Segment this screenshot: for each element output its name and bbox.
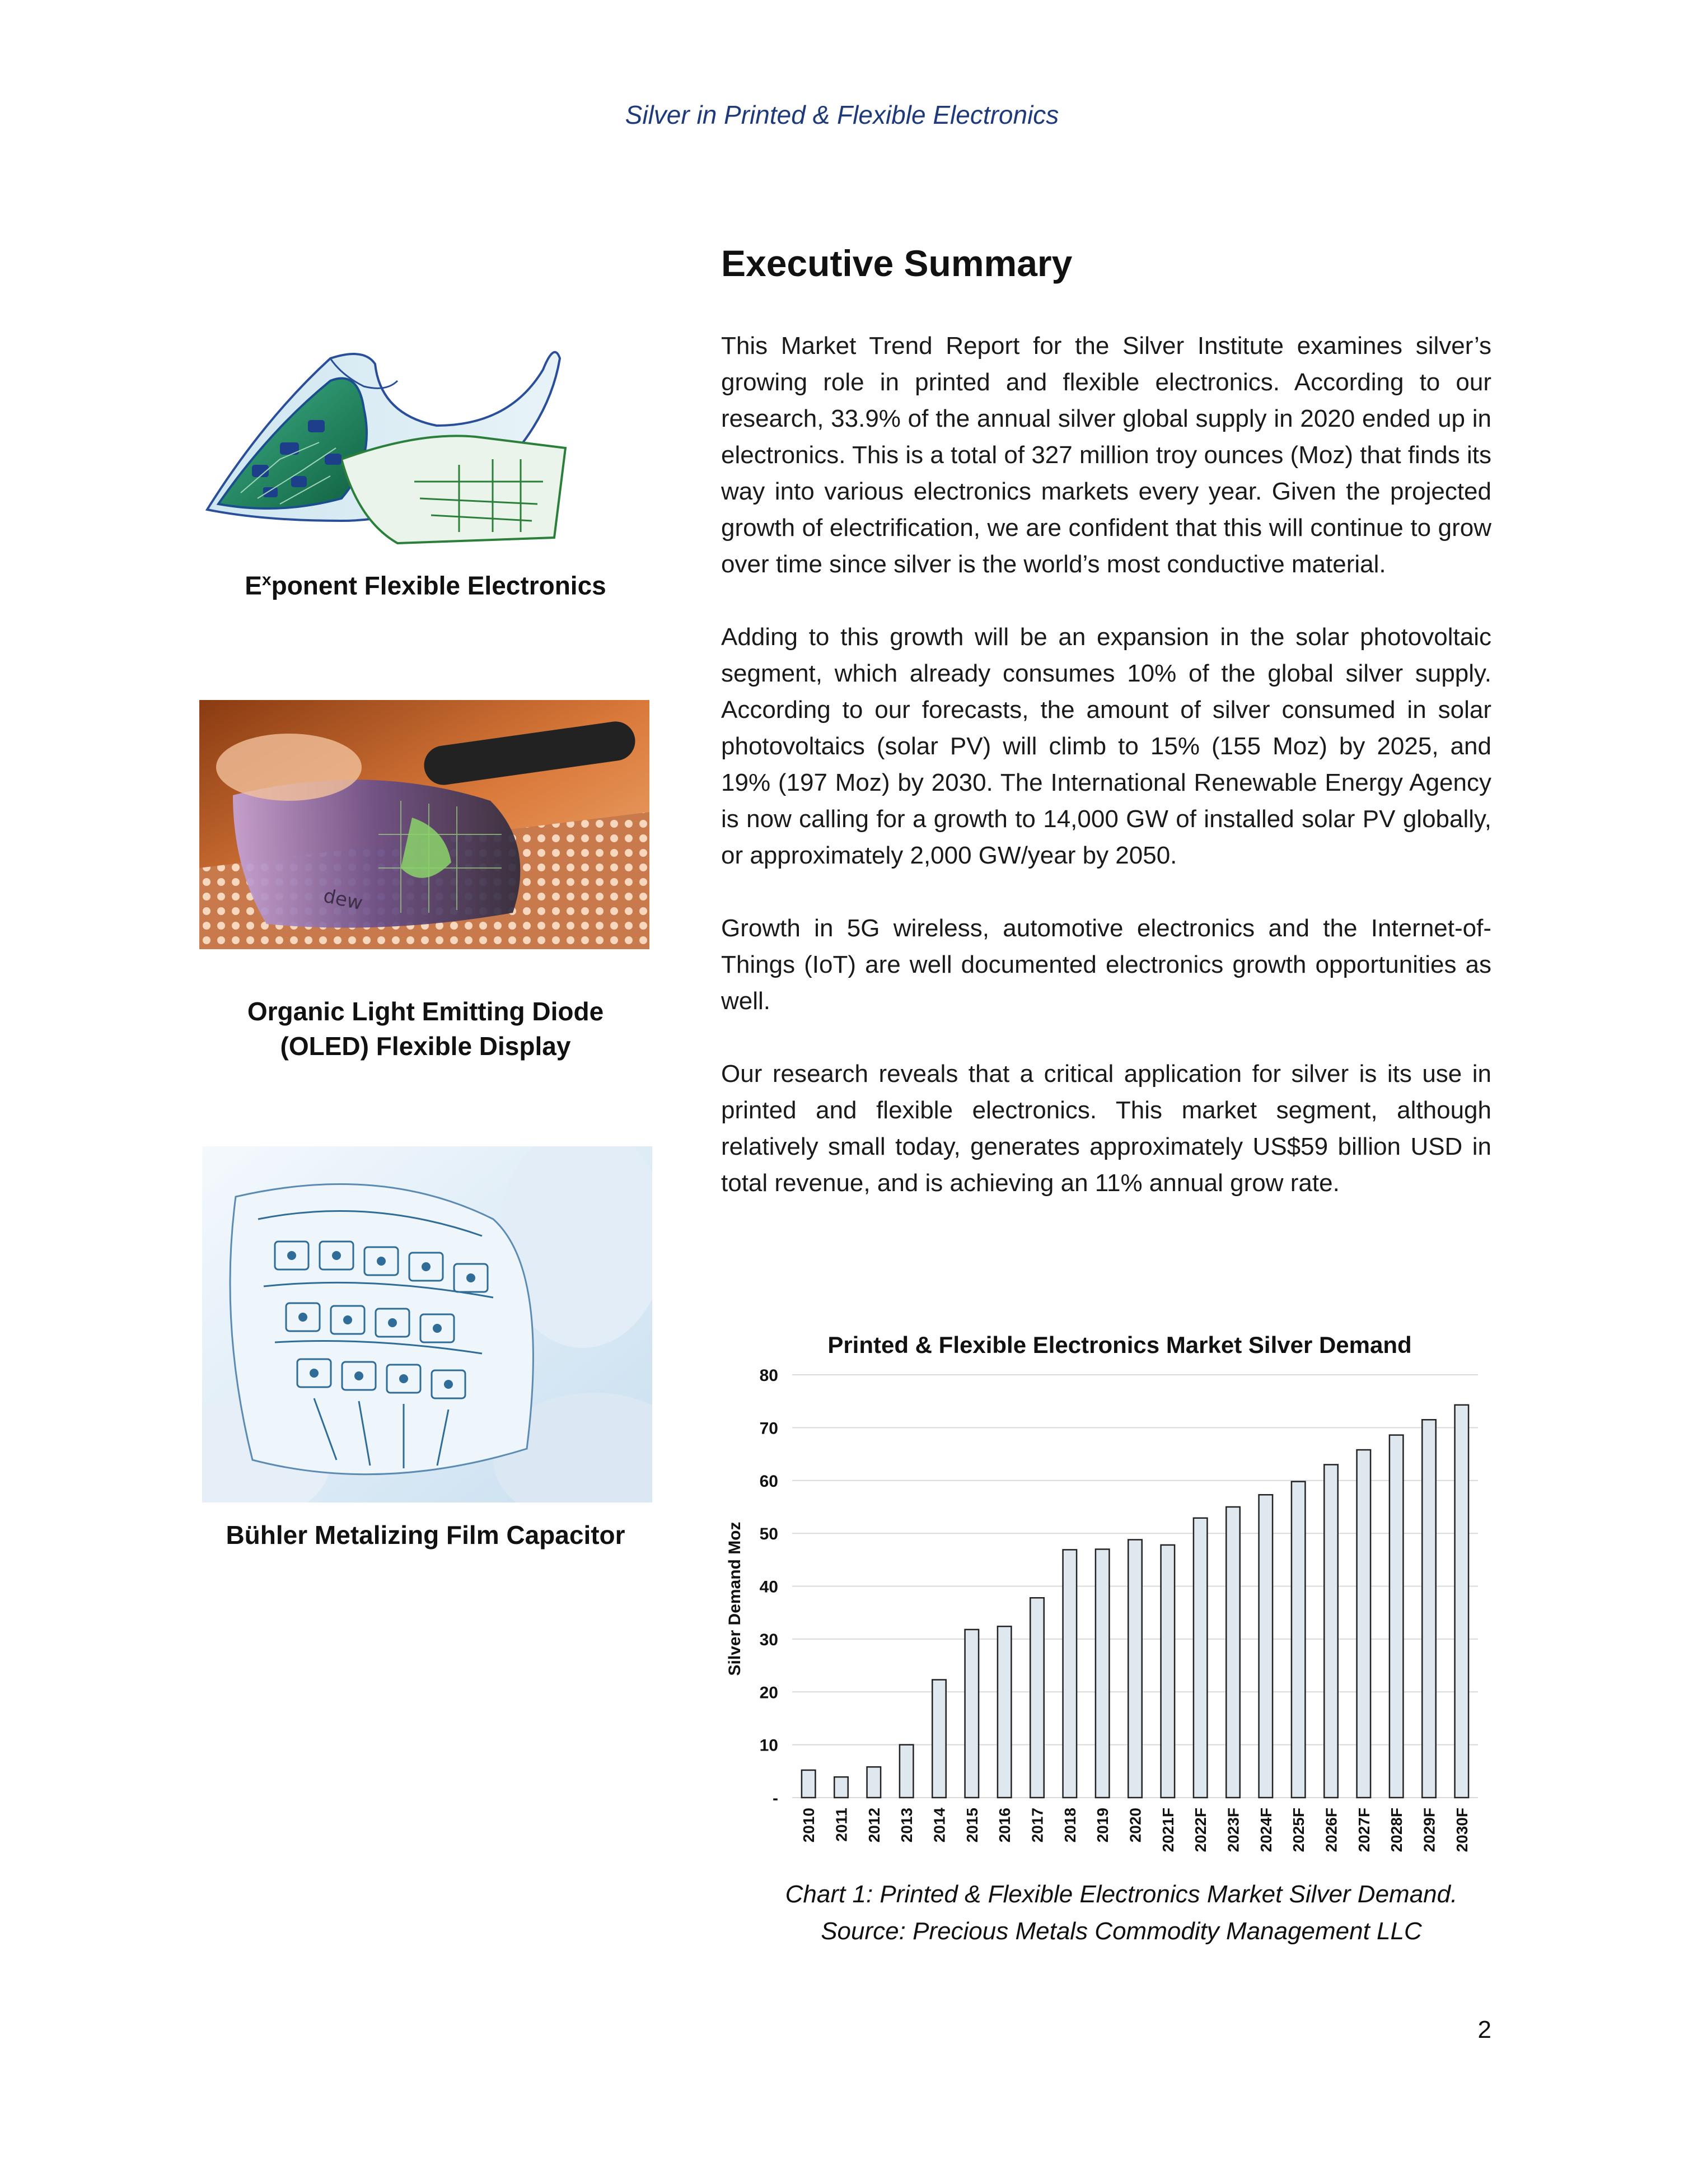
chart-bar-2027F xyxy=(1357,1450,1371,1798)
silver-demand-chart-svg xyxy=(717,1322,1500,1870)
chart-bar-2015 xyxy=(965,1630,979,1798)
chart-bar-2028F xyxy=(1390,1435,1404,1798)
caption-oled xyxy=(196,994,655,1063)
chart-x-tick-label: 2019 xyxy=(1094,1808,1112,1843)
page-number: 2 xyxy=(1477,2016,1491,2043)
caption-exponent-superscript: x xyxy=(261,571,272,589)
chart-x-tick-label: 2013 xyxy=(898,1808,916,1843)
chart-x-tick-label: 2021F xyxy=(1159,1808,1177,1852)
chart-bar-2016 xyxy=(998,1626,1012,1798)
chart-y-tick-label: 50 xyxy=(759,1525,778,1544)
chart-bar-2020 xyxy=(1128,1539,1142,1798)
chart-bar-2012 xyxy=(867,1767,881,1798)
running-header: Silver in Printed & Flexible Electronics xyxy=(625,100,1059,129)
chart-title: Printed & Flexible Electronics Market Silver Demand xyxy=(827,1332,1412,1358)
chart-x-tick-label: 2027F xyxy=(1355,1808,1373,1852)
chart-y-tick-label: 30 xyxy=(759,1630,778,1649)
oled-image-brand-text: dew xyxy=(321,884,365,915)
chart-x-tick-label: 2010 xyxy=(800,1808,818,1843)
chart-bar-2018 xyxy=(1063,1550,1077,1798)
chart-x-tick-label: 2016 xyxy=(996,1808,1014,1843)
chart-x-tick-label: 2028F xyxy=(1388,1808,1406,1852)
chart-y-axis-label: Silver Demand Moz xyxy=(726,1522,744,1676)
chart-bar-2017 xyxy=(1030,1598,1044,1798)
caption-exponent-main: ponent Flexible Electronics xyxy=(271,571,606,600)
chart-x-tick-label: 2018 xyxy=(1061,1808,1079,1843)
body-text xyxy=(721,328,1491,1238)
chart-bar-2026F xyxy=(1324,1464,1338,1798)
paragraph-solar: Adding to this growth will be an expansion in the solar photovoltaic segment, which already consumes 10% of the global silver supply. According to our forecasts, the amount of silver consumed in solar photovoltaics (solar PV) will climb to 15% (155 Moz) by 2025, and 19% (197 Moz) by 2030. The International Renewable Energy Agency is now calling for a growth to 14,000 GW of installed solar PV globally, or approximately 2,000 GW/year by 2050. xyxy=(721,623,1491,869)
chart-bar-2021F xyxy=(1161,1545,1175,1798)
chart-bar-2010 xyxy=(802,1770,816,1798)
chart-caption xyxy=(721,1876,1522,1950)
chart-bar-2013 xyxy=(900,1745,914,1798)
chart-bar-2019 xyxy=(1096,1549,1110,1798)
chart-x-tick-label: 2020 xyxy=(1126,1808,1144,1843)
chart-x-tick-label: 2026F xyxy=(1322,1808,1340,1852)
chart-y-tick-label: - xyxy=(773,1789,778,1808)
chart-x-tick-label: 2011 xyxy=(832,1808,850,1842)
chart-x-tick-label: 2014 xyxy=(930,1808,948,1843)
chart-bar-2029F xyxy=(1422,1420,1436,1798)
chart-x-tick-label: 2024F xyxy=(1257,1808,1275,1852)
oled-flexible-display-image xyxy=(199,700,649,949)
caption-buhler: Bühler Metalizing Film Capacitor xyxy=(226,1520,625,1550)
chart-x-tick-label: 2030F xyxy=(1453,1808,1471,1852)
silver-demand-chart xyxy=(717,1322,1500,1870)
caption-exponent xyxy=(196,563,655,603)
chart-y-tick-label: 10 xyxy=(759,1736,778,1755)
chart-bar-2024F xyxy=(1259,1495,1273,1798)
chart-x-tick-label: 2029F xyxy=(1420,1808,1438,1852)
chart-y-tick-label: 70 xyxy=(759,1419,778,1438)
chart-x-tick-label: 2022F xyxy=(1192,1808,1210,1852)
chart-y-tick-label: 20 xyxy=(759,1683,778,1702)
chart-x-tick-label: 2023F xyxy=(1224,1808,1242,1852)
chart-y-tick-label: 40 xyxy=(759,1578,778,1597)
chart-bar-2025F xyxy=(1292,1482,1306,1798)
buhler-film-capacitor-image xyxy=(202,1146,652,1502)
paragraph-5g: Growth in 5G wireless, automotive electronics and the Internet-of-Things (IoT) are well documented electronics growth opportunities as well. xyxy=(721,914,1491,1015)
paragraph-printed: Our research reveals that a critical application for silver is its use in printed and flexible electronics. This market segment, although relatively small today, generates approximately US$59 billion USD in total revenue, and is achieving an 11% annual grow rate. xyxy=(721,1060,1491,1197)
chart-y-tick-label: 80 xyxy=(759,1366,778,1385)
paragraph-intro: This Market Trend Report for the Silver Institute examines silver’s growing role in printed and flexible electronics. According to our research, 33.9% of the annual silver global supply in 2020 ended up in electronics. This is a total of 327 million troy ounces (Moz) that finds its way into various electronics markets every year. Given the projected growth of electrification, we are confident that this will continue to grow over time since silver is the world’s most conductive material. xyxy=(721,332,1491,578)
caption-oled-line1: Organic Light Emitting Diode xyxy=(247,997,604,1026)
chart-y-tick-label: 60 xyxy=(759,1472,778,1491)
chart-caption-line1: Chart 1: Printed & Flexible Electronics Market Silver Demand. xyxy=(785,1880,1458,1908)
section-title: Executive Summary xyxy=(721,242,1073,284)
chart-bar-2022F xyxy=(1194,1518,1208,1798)
caption-exponent-prefix: E xyxy=(245,571,262,600)
chart-x-tick-label: 2012 xyxy=(865,1808,883,1843)
chart-bar-2030F xyxy=(1455,1405,1469,1798)
chart-caption-line2: Source: Precious Metals Commodity Management LLC xyxy=(821,1917,1422,1945)
chart-x-tick-label: 2017 xyxy=(1028,1808,1046,1843)
caption-oled-line2: (OLED) Flexible Display xyxy=(280,1032,571,1061)
chart-bar-2011 xyxy=(834,1777,848,1798)
chart-bar-2014 xyxy=(932,1680,946,1798)
chart-bar-2023F xyxy=(1226,1507,1240,1798)
chart-x-tick-label: 2025F xyxy=(1290,1808,1308,1852)
chart-x-tick-label: 2015 xyxy=(963,1808,981,1843)
exponent-flexible-circuit-image xyxy=(196,336,655,560)
